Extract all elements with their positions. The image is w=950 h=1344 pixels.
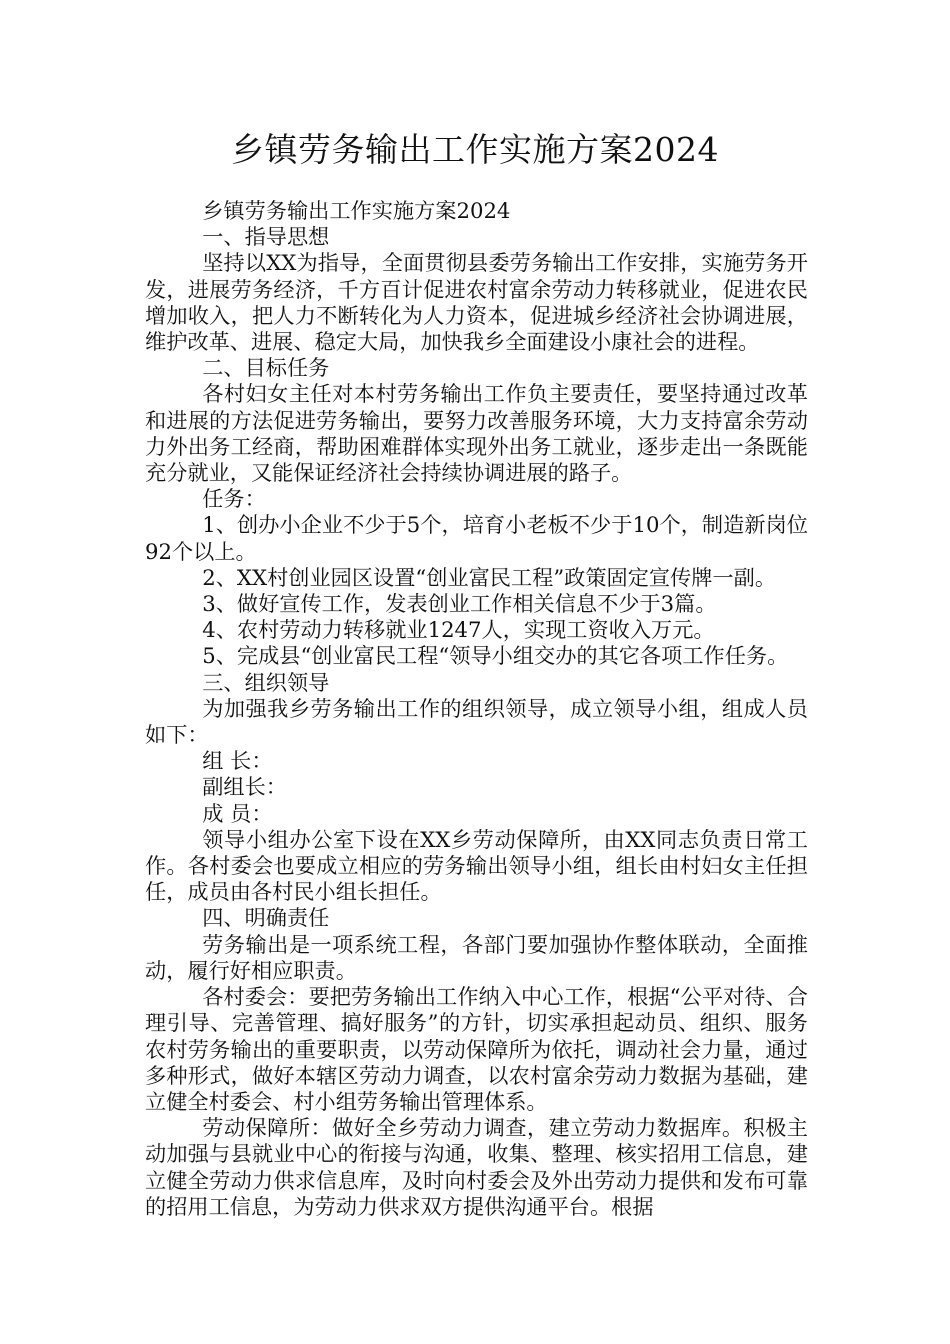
paragraph-responsibilities-intro: 劳务输出是一项系统工程，各部门要加强协作整体联动，全面推动，履行好相应职责。 — [145, 931, 808, 983]
section-heading-guiding-ideology: 一、指导思想 — [202, 224, 330, 250]
document-body — [145, 198, 808, 1220]
subtitle-line: 乡镇劳务输出工作实施方案2024 — [202, 198, 511, 223]
paragraph-organization: 为加强我乡劳务输出工作的组织领导，成立领导小组，组成人员如下： — [145, 695, 808, 748]
deputy-leader-line: 副组长： — [202, 774, 287, 800]
task-item-4: 4、农村劳动力转移就业1247人，实现工资收入万元。 — [202, 617, 715, 643]
paragraph-guiding-ideology: 坚持以XX为指导，全面贯彻县委劳务输出工作安排，实施劳务开发，进展劳务经济，千方百计促进农村富余劳动力转移就业，促进农民增加收入，把人力不断转化为人力资本，促进城乡经济社会协调进展，维护改革、进展、稳定大局，加快我乡全面建设小康社会的进程。 — [145, 250, 808, 355]
task-item-2: 2、XX村创业园区设置“创业富民工程”政策固定宣传牌一副。 — [202, 564, 777, 590]
leader-line: 组 长： — [202, 748, 273, 774]
members-line: 成 员： — [202, 800, 273, 826]
task-item-3: 3、做好宣传工作，发表创业工作相关信息不少于3篇。 — [202, 591, 717, 617]
paragraph-goals: 各村妇女主任对本村劳务输出工作负主要责任，要坚持通过改革和进展的方法促进劳务输出，要努力改善服务环境，大力支持富余劳动力外出务工经商，帮助困难群体实现外出务工就业，逐步走出一条既能充分就业，又能保证经济社会持续协调进展的路子。 — [145, 381, 808, 486]
section-heading-goals: 二、目标任务 — [202, 355, 330, 381]
section-heading-responsibilities: 四、明确责任 — [202, 905, 330, 931]
task-item-5: 5、完成县“创业富民工程“领导小组交办的其它各项工作任务。 — [202, 643, 789, 669]
section-heading-organization: 三、组织领导 — [202, 669, 330, 695]
paragraph-office: 领导小组办公室下设在XX乡劳动保障所，由XX同志负责日常工作。各村委会也要成立相应的劳务输出领导小组，组长由村妇女主任担任，成员由各村民小组长担任。 — [145, 826, 808, 905]
paragraph-village-committees: 各村委会：要把劳务输出工作纳入中心工作，根据“公平对待、合理引导、完善管理、搞好服务”的方针，切实承担起动员、组织、服务农村劳务输出的重要职责，以劳动保障所为依托，调动社会力量，通过多种形式，做好本辖区劳动力调查，以农村富余劳动力数据为基础，建立健全村委会、村小组劳务输出管理体系。 — [145, 984, 808, 1114]
document-title: 乡镇劳务输出工作实施方案2024 — [231, 130, 719, 169]
tasks-label: 任务： — [202, 486, 266, 512]
task-item-1: 1、创办小企业不少于5个，培育小老板不少于10个，制造新岗位92个以上。 — [145, 512, 808, 564]
paragraph-labor-security-office: 劳动保障所：做好全乡劳动力调查，建立劳动力数据库。积极主动加强与县就业中心的衔接与沟通，收集、整理、核实招用工信息，建立健全劳动力供求信息库，及时向村委会及外出劳动力提供和发布可靠的招用工信息，为劳动力供求双方提供沟通平台。根据 — [145, 1115, 808, 1219]
